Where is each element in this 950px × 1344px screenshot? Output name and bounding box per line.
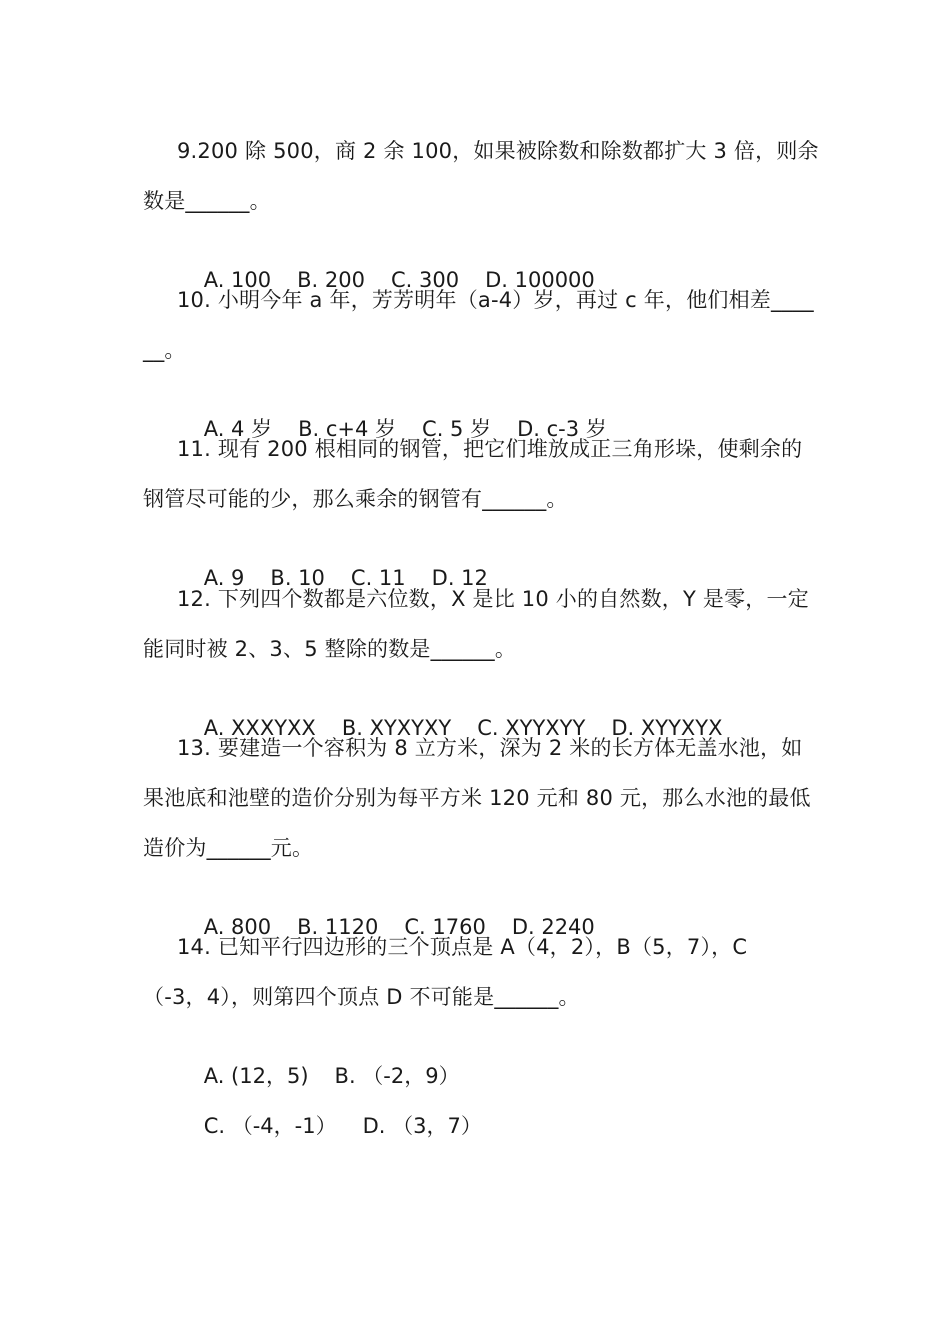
question-14-line-1: 14. 已知平行四边形的三个顶点是 A（4，2），B（5，7），C — [177, 935, 748, 959]
option-b: B. c+4 岁 — [298, 417, 397, 441]
option-d: D. XYYXYX — [611, 716, 723, 740]
question-10-line-2: __。 — [143, 338, 186, 362]
question-13-line-3: 造价为______元。 — [143, 836, 314, 860]
option-d: D. 100000 — [485, 268, 595, 292]
option-a: A. XXXYXX — [203, 716, 316, 740]
option-d: D. c-3 岁 — [517, 417, 607, 441]
option-d: D. 12 — [431, 566, 488, 590]
question-12-line-1: 12. 下列四个数都是六位数，X 是比 10 小的自然数，Y 是零，一定 — [177, 587, 809, 611]
option-d: D. （3，7） — [362, 1114, 482, 1138]
option-c: C. 11 — [350, 566, 406, 590]
option-c: C. 5 岁 — [422, 417, 492, 441]
question-9-line-2: 数是______。 — [143, 189, 271, 213]
option-b: B. XYXYXY — [341, 716, 452, 740]
option-a: A. 100 — [203, 268, 272, 292]
option-b: B. （-2，9） — [334, 1064, 460, 1088]
option-a: A. 800 — [203, 915, 272, 939]
question-12-line-2: 能同时被 2、3、5 整除的数是______。 — [143, 637, 517, 661]
question-14-line-2: （-3，4），则第四个顶点 D 不可能是______。 — [143, 985, 580, 1009]
question-9-line-1: 9.200 除 500，商 2 余 100，如果被除数和除数都扩大 3 倍，则余 — [177, 139, 819, 163]
question-11-line-1: 11. 现有 200 根相同的钢管，把它们堆放成正三角形垛，使剩余的 — [177, 437, 803, 461]
question-13-line-2: 果池底和池壁的造价分别为每平方米 120 元和 80 元，那么水池的最低 — [143, 786, 811, 810]
option-b: B. 200 — [297, 268, 365, 292]
question-10-line-1: 10. 小明今年 a 年，芳芳明年（a-4）岁，再过 c 年，他们相差____ — [177, 288, 814, 312]
question-13-line-1: 13. 要建造一个容积为 8 立方米，深为 2 米的长方体无盖水池，如 — [177, 736, 803, 760]
option-c: C. 300 — [390, 268, 460, 292]
option-b: B. 10 — [270, 566, 325, 590]
option-b: B. 1120 — [297, 915, 379, 939]
option-a: A. (12，5) — [203, 1064, 309, 1088]
option-d: D. 2240 — [511, 915, 595, 939]
option-c: C. （-4，-1） — [203, 1114, 337, 1138]
question-11-line-2: 钢管尽可能的少，那么乘余的钢管有______。 — [143, 487, 568, 511]
option-a: A. 4 岁 — [203, 417, 273, 441]
question-14-options-row-2 — [177, 1081, 508, 1171]
option-c: C. XYYXYY — [477, 716, 586, 740]
option-a: A. 9 — [203, 566, 245, 590]
option-c: C. 1760 — [404, 915, 486, 939]
